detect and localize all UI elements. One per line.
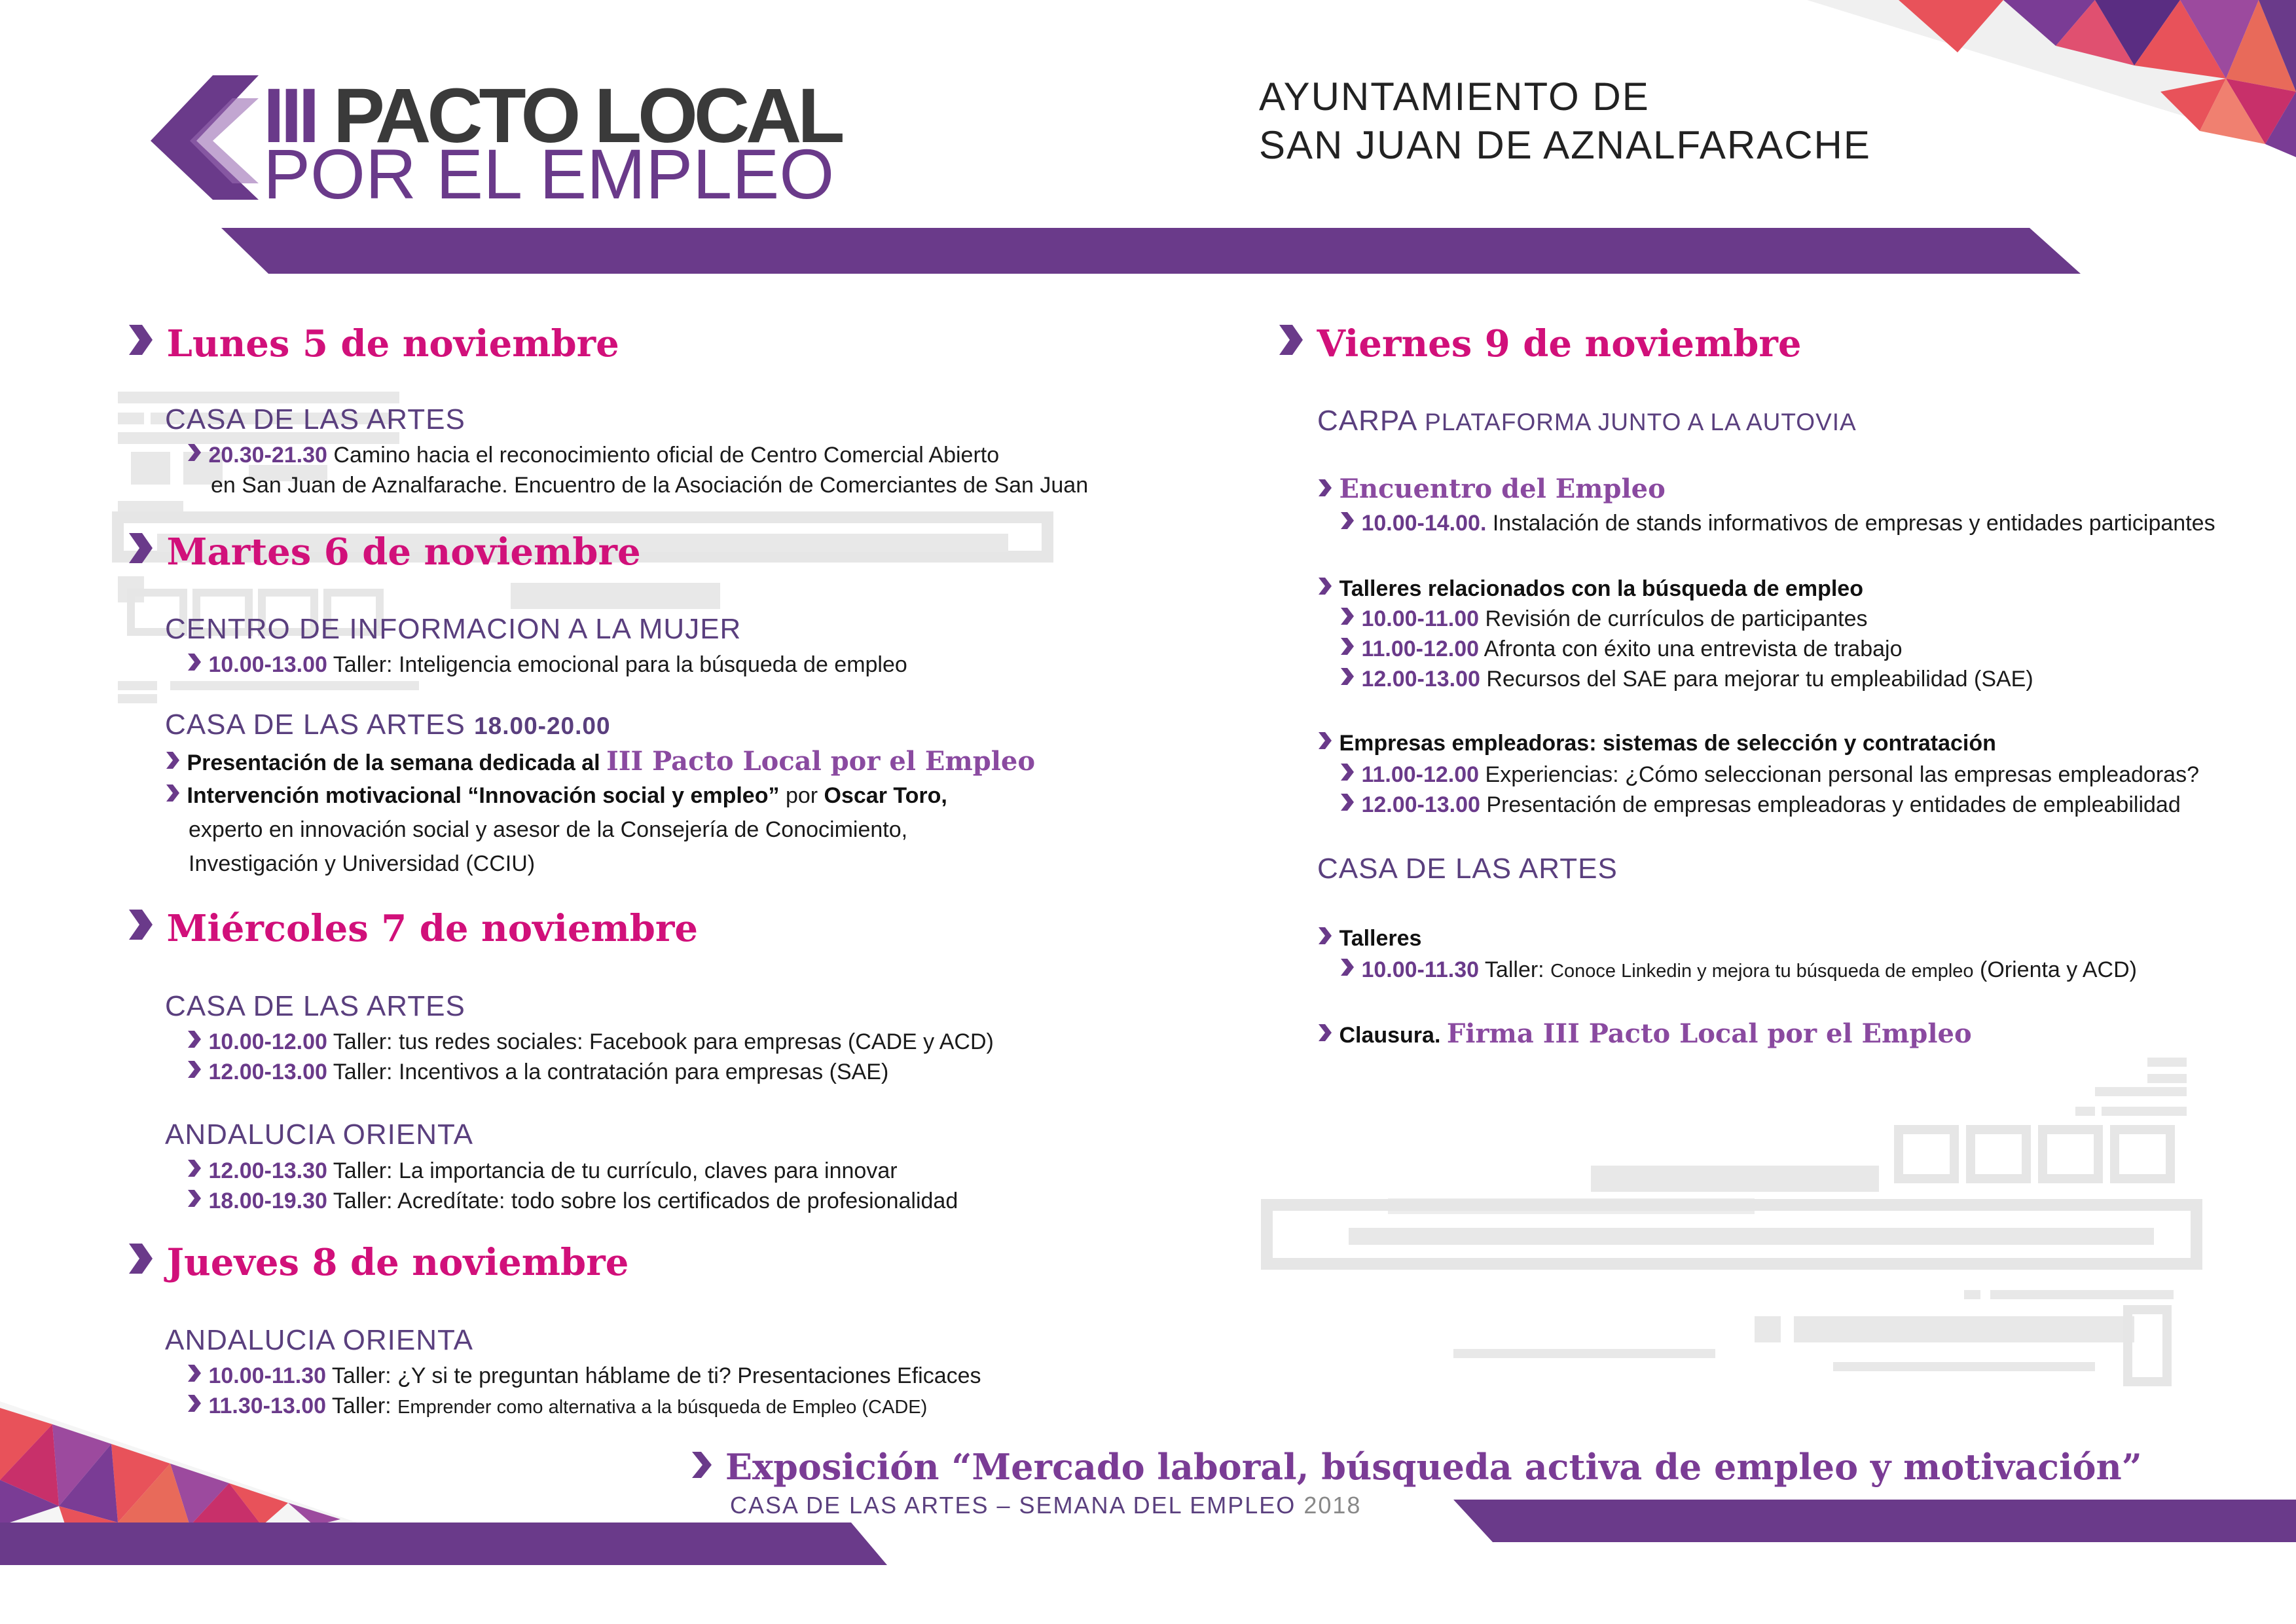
venue-casa-artes: CASA DE LAS ARTES [1317,853,1618,885]
section-clausura: Clausura. Firma III Pacto Local por el Empleo [1317,1019,1972,1050]
event-item: 11.00-12.00 Afronta con éxito una entrevista de trabajo [1339,634,1903,664]
chevron-right-icon [187,1363,202,1383]
section-empresas: Empresas empleadoras: sistemas de selección y contratación [1317,728,1996,758]
venue-casa-artes: CASA DE LAS ARTES [165,990,465,1022]
day-title: Jueves 8 de noviembre [166,1241,629,1284]
event-intervencion: Intervención motivacional “Innovación social y empleo” por Oscar Toro, [165,781,947,811]
event-item: 12.00-13.00 Taller: Incentivos a la contratación para empresas (SAE) [187,1057,888,1087]
day-heading-friday [1278,322,1802,365]
ayuntamiento-line1: AYUNTAMIENTO DE [1259,75,1650,119]
section-talleres-2: Talleres [1317,923,1421,953]
event-item: 11.00-12.00 Experiencias: ¿Cómo seleccionan personal las empresas empleadoras? [1339,760,2199,790]
chevron-right-icon [1339,511,1355,530]
event-item: 10.00-14.00. Instalación de stands informativos de empresas y entidades participantes [1339,508,2215,538]
chevron-right-icon [1317,1023,1333,1043]
day-title: Miércoles 7 de noviembre [166,907,699,950]
chevron-right-icon [187,652,202,672]
logo-title-line2: POR EL EMPLEO [263,134,835,213]
chevron-right-icon [1317,731,1333,750]
day-title: Martes 6 de noviembre [166,530,641,574]
chevron-right-icon [187,1158,202,1178]
event-item: 12.00-13.30 Taller: La importancia de tu currículo, claves para innovar [187,1156,898,1186]
venue-andalucia-orienta: ANDALUCIA ORIENTA [165,1324,473,1356]
section-encuentro: Encuentro del Empleo [1317,474,1666,506]
section-talleres: Talleres relacionados con la búsqueda de empleo [1317,574,1863,604]
chevron-right-icon [187,1189,202,1208]
day-heading-monday [128,322,619,365]
event-item: 10.00-13.00 Taller: Inteligencia emocional para la búsqueda de empleo [187,650,907,680]
event-item-continued: en San Juan de Aznalfarache. Encuentro de la Asociación de Comerciantes de San Juan [211,473,1089,498]
event-item: 11.30-13.00 Taller: Emprender como alternativa a la búsqueda de Empleo (CADE) [187,1391,927,1422]
chevron-right-icon [128,1242,154,1275]
day-title: Lunes 5 de noviembre [166,322,619,365]
day-heading-tuesday [128,530,641,574]
chevron-right-icon [165,750,181,770]
chevron-right-icon [128,323,154,356]
chevron-right-icon [1339,957,1355,977]
chevron-right-icon [128,532,154,564]
day-heading-wednesday [128,907,698,950]
event-intervencion-line3: Investigación y Universidad (CCIU) [189,851,536,876]
event-presentacion: Presentación de la semana dedicada al III Pacto Local por el Empleo [165,747,1035,778]
logo-roman-numeral: III [263,73,316,159]
venue-carpa: CARPA PLATAFORMA JUNTO A LA AUTOVIA [1317,405,1857,437]
event-item: 10.00-12.00 Taller: tus redes sociales: Facebook para empresas (CADE y ACD) [187,1027,994,1057]
venue-centro-mujer: CENTRO DE INFORMACION A LA MUJER [165,613,742,645]
venue-andalucia-orienta: ANDALUCIA ORIENTA [165,1118,473,1151]
event-item: 10.00-11.00 Revisión de currículos de participantes [1339,604,1868,634]
exposicion-subtitle: CASA DE LAS ARTES – SEMANA DEL EMPLEO 2018 [730,1492,1362,1519]
chevron-right-icon [1339,792,1355,812]
chevron-right-icon [691,1450,713,1479]
event-item: 10.00-11.30 Taller: ¿Y si te preguntan háblame de ti? Presentaciones Eficaces [187,1361,981,1391]
event-item: 18.00-19.30 Taller: Acredítate: todo sobre los certificados de profesionalidad [187,1186,958,1216]
right-tech-pattern [1267,1058,2196,1382]
event-item: 20.30-21.30 Camino hacia el reconocimiento oficial de Centro Comercial Abierto [187,440,999,470]
chevron-right-icon [187,1060,202,1079]
chevron-right-icon [1317,576,1333,596]
event-item: 12.00-13.00 Presentación de empresas empleadoras y entidades de empleabilidad [1339,790,2181,820]
chevron-right-icon [1339,762,1355,782]
header-band [221,228,2081,274]
chevron-right-icon [165,783,181,803]
day-title: Viernes 9 de noviembre [1317,322,1802,365]
venue-casa-artes: CASA DE LAS ARTES [165,403,465,435]
ayuntamiento-line2: SAN JUAN DE AZNALFARACHE [1259,123,1871,167]
chevron-right-icon [1278,323,1304,356]
chevron-right-icon [1339,667,1355,686]
chevron-right-icon [187,1029,202,1049]
top-right-mosaic [1807,0,2296,157]
chevron-right-icon [187,443,202,462]
bottom-right-band [1453,1500,2296,1542]
chevron-right-icon [187,1393,202,1413]
chevron-right-icon [1339,637,1355,656]
chevron-right-icon [1339,606,1355,626]
chevron-right-icon [128,908,154,941]
chevron-right-icon [1317,478,1333,498]
event-item: 10.00-11.30 Taller: Conoce Linkedin y mejora tu búsqueda de empleo (Orienta y ACD) [1339,955,2137,986]
event-item: 12.00-13.00 Recursos del SAE para mejorar tu empleabilidad (SAE) [1339,664,2033,694]
bottom-left-band [0,1522,887,1565]
venue-casa-artes: CASA DE LAS ARTES 18.00-20.00 [165,709,611,741]
logo-pacto-local: PACTO LOCAL [333,73,841,159]
event-intervencion-line2: experto en innovación social y asesor de la Consejería de Conocimiento, [189,817,908,842]
day-heading-thursday [128,1241,629,1284]
exposicion-title: Exposición “Mercado laboral, búsqueda activa de empleo y motivación” [691,1446,2142,1488]
chevron-right-icon [1317,926,1333,946]
logo-chevron-icon [151,75,259,200]
